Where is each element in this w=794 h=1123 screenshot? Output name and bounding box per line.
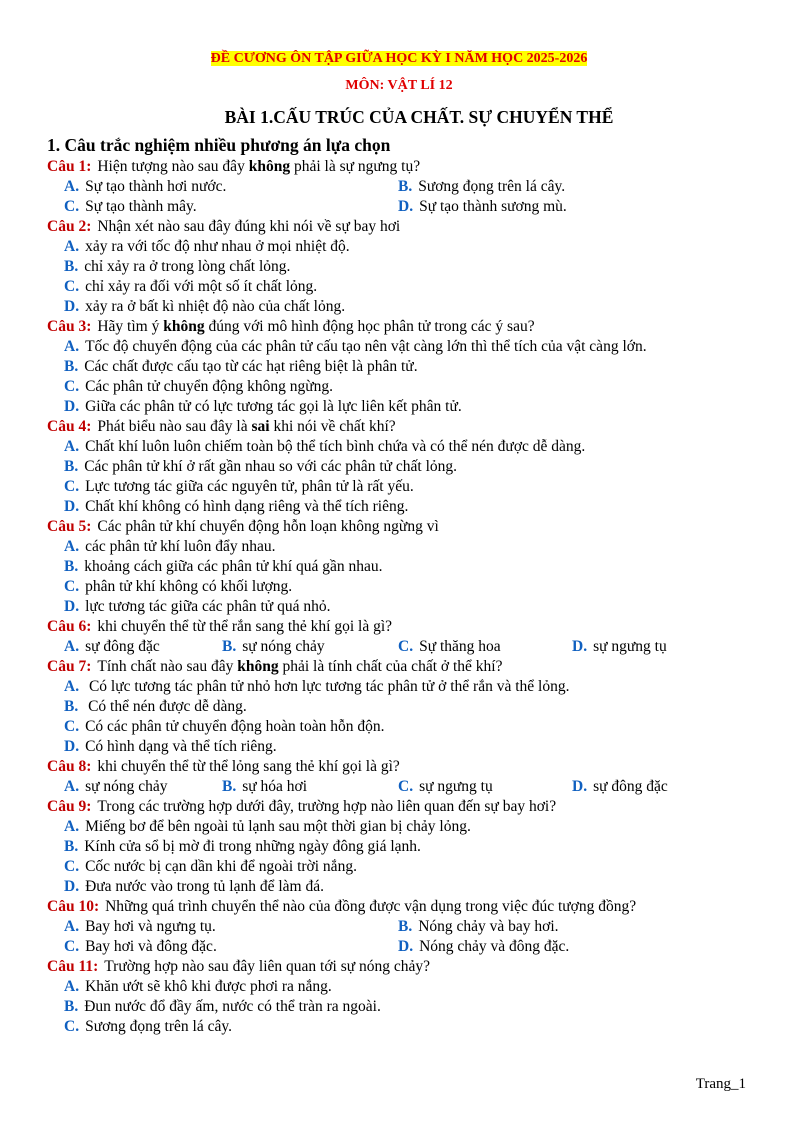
option-list: [64, 177, 751, 217]
question-label: Câu 10:: [47, 898, 100, 915]
option-letter: A.: [64, 238, 80, 255]
option-text: Sự thăng hoa: [419, 638, 501, 655]
question-text-before: Hãy tìm ý: [97, 318, 164, 335]
question-stem: [47, 617, 751, 637]
option-letter: D.: [398, 938, 414, 955]
option-letter: B.: [64, 358, 79, 375]
option-letter: C.: [64, 938, 80, 955]
question-label: Câu 11:: [47, 958, 99, 975]
question-label: Câu 9:: [47, 798, 92, 815]
question-text-after: phải là sự ngưng tụ?: [290, 158, 421, 175]
option-text: Có lực tương tác phân tử nhỏ hơn lực tương tác phân tử ở thể rắn và thể lỏng.: [85, 678, 570, 695]
option-item: [64, 197, 197, 217]
option-list: [64, 917, 751, 957]
option-letter: C.: [64, 718, 80, 735]
question-stem: [47, 157, 751, 177]
option-text: Có thể nén được dễ dàng.: [84, 698, 247, 715]
option-text: sự đông đặc: [593, 778, 668, 795]
option-letter: C.: [64, 278, 80, 295]
question-stem: [47, 657, 751, 677]
option-item: [64, 397, 751, 417]
option-item: [398, 637, 501, 657]
option-text: phân tử khí không có khối lượng.: [85, 578, 293, 595]
option-row: [64, 917, 751, 937]
question-item: [47, 417, 751, 517]
question-text-before: Trong các trường hợp dưới đây, trường hợp nào liên quan đến sự bay hơi?: [97, 798, 557, 815]
option-text: Miếng bơ để bên ngoài tủ lạnh sau một thời gian bị chảy lỏng.: [85, 818, 471, 835]
question-emphasis: không: [237, 658, 279, 675]
option-item: [398, 917, 559, 937]
question-text: [97, 758, 399, 775]
option-text: Có hình dạng và thể tích riêng.: [85, 738, 277, 755]
question-text: [104, 958, 430, 975]
option-letter: D.: [64, 738, 80, 755]
question-text-before: Tính chất nào sau đây: [97, 658, 238, 675]
option-item: [64, 457, 751, 477]
question-item: [47, 797, 751, 897]
page-number: Trang_1: [695, 1076, 746, 1092]
option-letter: A.: [64, 178, 80, 195]
question-emphasis: không: [248, 158, 291, 175]
option-text: sự nóng chảy: [242, 638, 325, 655]
option-letter: A.: [64, 918, 80, 935]
option-text: Chất khí không có hình dạng riêng và thể tích riêng.: [85, 498, 409, 515]
option-item: [64, 597, 751, 617]
question-item: [47, 517, 751, 617]
question-item: [47, 957, 751, 1037]
option-letter: A.: [64, 338, 80, 355]
option-item: [64, 497, 751, 517]
option-list: [64, 237, 751, 317]
option-text: sự ngưng tụ: [593, 638, 667, 655]
option-letter: B.: [398, 178, 413, 195]
option-letter: D.: [572, 638, 588, 655]
option-text: Sự tạo thành hơi nước.: [85, 178, 227, 195]
option-text: Bay hơi và đông đặc.: [85, 938, 217, 955]
question-text-before: Trường hợp nào sau đây liên quan tới sự nóng chảy?: [104, 958, 431, 975]
document-page: [47, 44, 751, 1037]
option-item: [222, 637, 325, 657]
option-letter: C.: [398, 778, 414, 795]
option-item: [64, 877, 751, 897]
option-text: Nóng chảy và đông đặc.: [419, 938, 570, 955]
option-list: [64, 677, 751, 757]
option-text: Giữa các phân tử có lực tương tác gọi là lực liên kết phân tử.: [85, 398, 462, 415]
option-text: Sự tạo thành mây.: [85, 198, 197, 215]
option-text: sự đông đặc: [85, 638, 160, 655]
option-item: [64, 537, 751, 557]
question-text: [97, 798, 556, 815]
section-title: 1. Câu trắc nghiệm nhiều phương án lựa chọn: [47, 135, 391, 155]
question-text-before: Những quá trình chuyển thể nào của đồng được vận dụng trong việc đúc tượng đồng?: [105, 898, 637, 915]
option-item: [64, 697, 751, 717]
option-text: xảy ra với tốc độ như nhau ở mọi nhiệt độ.: [85, 238, 350, 255]
option-row: [64, 197, 751, 217]
option-text: Sương đọng trên lá cây.: [418, 178, 566, 195]
option-list: [64, 537, 751, 617]
option-item: [572, 637, 667, 657]
option-letter: B.: [398, 918, 413, 935]
option-letter: D.: [64, 298, 80, 315]
question-stem: [47, 517, 751, 537]
option-item: [398, 777, 493, 797]
option-item: [398, 197, 567, 217]
question-emphasis: sai: [251, 418, 270, 435]
option-letter: C.: [64, 198, 80, 215]
option-list: [64, 437, 751, 517]
option-text: Bay hơi và ngưng tụ.: [85, 918, 216, 935]
option-text: Nóng chảy và bay hơi.: [418, 918, 559, 935]
option-item: [398, 177, 565, 197]
option-item: [64, 177, 226, 197]
option-letter: B.: [64, 838, 79, 855]
option-item: [572, 777, 668, 797]
option-text: Lực tương tác giữa các nguyên tử, phân tử là rất yếu.: [85, 478, 414, 495]
option-text: Đưa nước vào trong tủ lạnh để làm đá.: [85, 878, 324, 895]
question-item: [47, 157, 751, 217]
question-list: [47, 157, 751, 1037]
question-stem: [47, 797, 751, 817]
question-text-before: khi chuyển thể từ thể lỏng sang thẻ khí gọi là gì?: [97, 758, 400, 775]
question-text-after: phải là tính chất của chất ở thể khí?: [278, 658, 503, 675]
option-item: [64, 297, 751, 317]
question-item: [47, 657, 751, 757]
question-label: Câu 8:: [47, 758, 92, 775]
option-item: [64, 237, 751, 257]
option-list: [64, 777, 751, 797]
question-stem: [47, 957, 751, 977]
option-list: [64, 637, 751, 657]
question-text: [97, 218, 400, 235]
option-text: khoảng cách giữa các phân tử khí quá gần nhau.: [84, 558, 383, 575]
option-item: [64, 857, 751, 877]
option-text: Sự tạo thành sương mù.: [419, 198, 567, 215]
option-letter: D.: [398, 198, 414, 215]
question-text-after: đúng với mô hình động học phân tử trong các ý sau?: [204, 318, 535, 335]
option-letter: B.: [222, 638, 237, 655]
option-text: sự hóa hơi: [242, 778, 308, 795]
option-letter: A.: [64, 678, 80, 695]
question-text: [97, 518, 438, 535]
option-letter: C.: [64, 578, 80, 595]
option-text: chỉ xảy ra đối với một số ít chất lỏng.: [85, 278, 318, 295]
option-item: [64, 357, 751, 377]
option-item: [64, 817, 751, 837]
option-item: [64, 637, 160, 657]
option-letter: B.: [222, 778, 237, 795]
option-row: [64, 177, 751, 197]
question-text-before: Phát biểu nào sau đây là: [97, 418, 252, 435]
option-letter: B.: [64, 698, 79, 715]
question-text: [97, 658, 502, 675]
option-letter: B.: [64, 558, 79, 575]
option-letter: A.: [64, 978, 80, 995]
question-text-after: khi nói về chất khí?: [269, 418, 396, 435]
option-text: chỉ xảy ra ở trong lòng chất lỏng.: [84, 258, 291, 275]
option-item: [64, 837, 751, 857]
option-letter: A.: [64, 638, 80, 655]
question-text: [97, 158, 420, 175]
option-list: [64, 337, 751, 417]
option-item: [64, 717, 751, 737]
question-label: Câu 4:: [47, 418, 92, 435]
question-text: [97, 418, 395, 435]
option-letter: D.: [64, 398, 80, 415]
option-item: [64, 737, 751, 757]
option-list: [64, 977, 751, 1037]
question-label: Câu 1:: [47, 158, 92, 175]
option-item: [64, 557, 751, 577]
question-item: [47, 757, 751, 797]
question-item: [47, 897, 751, 957]
question-text-before: khi chuyển thể từ thể rắn sang thẻ khí gọi là gì?: [97, 618, 393, 635]
option-letter: A.: [64, 538, 80, 555]
question-text: [105, 898, 636, 915]
question-stem: [47, 757, 751, 777]
option-item: [64, 917, 216, 937]
option-item: [64, 477, 751, 497]
option-text: xảy ra ở bất kì nhiệt độ nào của chất lỏng.: [85, 298, 346, 315]
option-text: sự nóng chảy: [85, 778, 168, 795]
option-text: Các phân tử chuyển động không ngừng.: [85, 378, 334, 395]
question-text-before: Nhận xét nào sau đây đúng khi nói về sự bay hơi: [97, 218, 401, 235]
option-letter: C.: [398, 638, 414, 655]
option-text: Các phân tử khí ở rất gần nhau so với các phân tử chất lỏng.: [84, 458, 458, 475]
option-letter: C.: [64, 1018, 80, 1035]
option-letter: C.: [64, 478, 80, 495]
option-letter: D.: [64, 498, 80, 515]
option-row: [64, 937, 751, 957]
option-item: [64, 997, 751, 1017]
option-text: Tốc độ chuyển động của các phân tử cấu tạo nên vật càng lớn thì thể tích của vật càng lớn.: [85, 338, 647, 355]
option-list: [64, 817, 751, 897]
question-text-before: Các phân tử khí chuyển động hỗn loạn không ngừng vì: [97, 518, 439, 535]
option-letter: A.: [64, 818, 80, 835]
question-stem: [47, 417, 751, 437]
option-item: [64, 577, 751, 597]
option-item: [64, 1017, 751, 1037]
option-row: [64, 637, 751, 657]
option-item: [64, 277, 751, 297]
option-item: [64, 977, 751, 997]
option-text: Khăn ướt sẽ khô khi được phơi ra nắng.: [85, 978, 332, 995]
option-item: [64, 377, 751, 397]
option-item: [64, 937, 217, 957]
option-letter: D.: [64, 878, 80, 895]
question-item: [47, 617, 751, 657]
question-label: Câu 7:: [47, 658, 92, 675]
option-letter: A.: [64, 778, 80, 795]
option-row: [64, 777, 751, 797]
question-label: Câu 5:: [47, 518, 92, 535]
option-text: các phân tử khí luôn đẩy nhau.: [85, 538, 276, 555]
option-item: [222, 777, 307, 797]
option-item: [64, 777, 168, 797]
option-text: sự ngưng tụ: [419, 778, 493, 795]
option-text: Các chất được cấu tạo từ các hạt riêng biệt là phân tử.: [84, 358, 418, 375]
option-text: Chất khí luôn luôn chiếm toàn bộ thể tích bình chứa và có thể nén được dễ dàng.: [85, 438, 586, 455]
option-letter: D.: [572, 778, 588, 795]
option-letter: B.: [64, 458, 79, 475]
option-item: [64, 677, 751, 697]
question-stem: [47, 897, 751, 917]
option-item: [64, 257, 751, 277]
question-label: Câu 3:: [47, 318, 92, 335]
option-text: Đun nước đổ đầy ấm, nước có thể tràn ra ngoài.: [84, 998, 381, 1015]
question-text-before: Hiện tượng nào sau đây: [97, 158, 249, 175]
option-text: Cốc nước bị cạn dần khi để ngoài trời nắng.: [85, 858, 357, 875]
question-stem: [47, 217, 751, 237]
option-text: Có các phân tử chuyển động hoàn toàn hỗn độn.: [85, 718, 385, 735]
option-letter: D.: [64, 598, 80, 615]
document-title: ĐỀ CƯƠNG ÔN TẬP GIỮA HỌC KỲ I NĂM HỌC 2025-2026: [210, 51, 588, 66]
option-letter: C.: [64, 858, 80, 875]
option-item: [398, 937, 569, 957]
option-letter: B.: [64, 998, 79, 1015]
question-label: Câu 6:: [47, 618, 92, 635]
option-text: lực tương tác giữa các phân tử quá nhỏ.: [85, 598, 331, 615]
option-letter: A.: [64, 438, 80, 455]
option-item: [64, 337, 751, 357]
lesson-title: BÀI 1.CẤU TRÚC CỦA CHẤT. SỰ CHUYỂN THỂ: [224, 107, 614, 127]
question-item: [47, 317, 751, 417]
option-letter: B.: [64, 258, 79, 275]
option-item: [64, 437, 751, 457]
question-label: Câu 2:: [47, 218, 92, 235]
question-text: [97, 618, 392, 635]
question-item: [47, 217, 751, 317]
option-letter: C.: [64, 378, 80, 395]
subject-title: MÔN: VẬT LÍ 12: [345, 78, 453, 93]
question-text: [97, 318, 534, 335]
option-text: Sương đọng trên lá cây.: [85, 1018, 232, 1035]
question-stem: [47, 317, 751, 337]
question-emphasis: không: [163, 318, 205, 335]
option-text: Kính cửa sổ bị mờ đi trong những ngày đông giá lạnh.: [84, 838, 421, 855]
